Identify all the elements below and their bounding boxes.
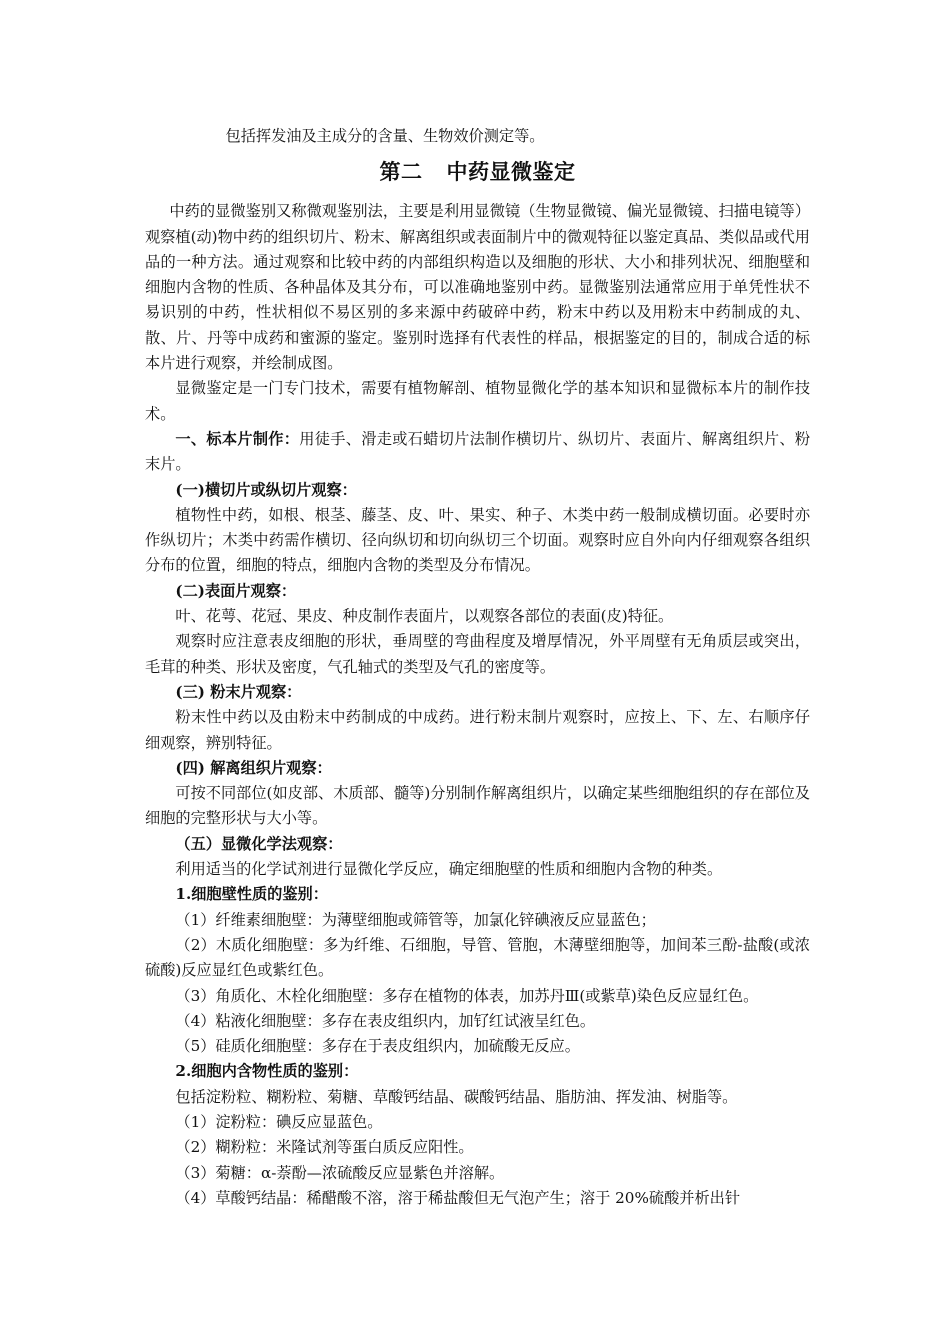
paragraph-definition: 中药的显微鉴别又称微观鉴别法，主要是利用显微镜（生物显微镜、偏光显微镜、扫描电镜等）观察植(动)物中药的组织切片、粉末、解离组织或表面制片中的微观特征以鉴定真品、类似品或代用品的一种方法。通过观察和比较中药的内部组织构造以及细胞的形状、大小和排列状况、细胞壁和细胞内含物的性质、各种晶体及其分布，可以准确地鉴别中药。显微鉴别法通常应用于单凭性状不易识别的中药，性状相似不易区别的多来源中药破碎中药，粉末中药以及用粉末中药制成的丸、散、片、丹等中成药和蜜源的鉴定。鉴别时选择有代表性的样品，根据鉴定的目的，制成合适的标本片进行观察，并绘制成图。 bbox=[145, 202, 810, 373]
list-item-cell-wall-2: （2）木质化细胞壁：多为纤维、石细胞，导管、管胞，木薄壁细胞等，加间苯三酚-盐酸(或浓硫酸)反应显红色或紫红色。 bbox=[145, 935, 810, 980]
intro-tail-paragraph: 包括挥发油及主成分的含量、生物效价测定等。 bbox=[225, 127, 545, 145]
list-item-cell-wall-1: （1）纤维素细胞壁：为薄壁细胞或筛管等，加氯化锌碘液反应显蓝色； bbox=[175, 910, 656, 929]
heading-cross-section: (一)横切片或纵切片观察： bbox=[175, 480, 357, 499]
list-item-cell-wall-3: （3）角质化、木栓化细胞壁：多存在植物的体表，加苏丹Ⅲ(或紫草)染色反应显红色。 bbox=[175, 986, 759, 1005]
list-item-cell-wall-4: （4）粘液化细胞壁：多存在表皮组织内，加钌红试液呈红色。 bbox=[175, 1011, 596, 1030]
paragraph-surface-1: 叶、花萼、花冠、果皮、种皮制作表面片，以观察各部位的表面(皮)特征。 bbox=[175, 607, 674, 626]
heading-cell-contents: 2.细胞内含物性质的鉴别： bbox=[175, 1062, 359, 1081]
slide-making-body: 用徒手、滑走或石蜡切片法制作横切片、纵切片、表面片、解离组织片、粉末片。 bbox=[145, 429, 811, 474]
paragraph-technique: 显微鉴定是一门专门技术，需要有植物解剖、植物显微化学的基本知识和显微标本片的制作技术。 bbox=[145, 379, 810, 423]
heading-microchemistry: （五）显微化学法观察： bbox=[175, 834, 343, 853]
paragraph-dissociated-tissue: 可按不同部位(如皮部、木质部、髓等)分别制作解离组织片，以确定某些细胞组织的存在部位及细胞的完整形状与大小等。 bbox=[145, 784, 810, 828]
paragraph-cell-contents: 包括淀粉粒、糊粉粒、菊糖、草酸钙结晶、碳酸钙结晶、脂肪油、挥发油、树脂等。 bbox=[175, 1087, 738, 1106]
list-item-contents-4: （4）草酸钙结晶：稀醋酸不溶，溶于稀盐酸但无气泡产生；溶于 20%硫酸并析出针 bbox=[175, 1188, 741, 1207]
section-title-text: 中药显微鉴定 bbox=[446, 159, 576, 185]
section-title-number: 第二 bbox=[379, 159, 423, 185]
slide-making-heading: 一、标本片制作： bbox=[175, 429, 300, 448]
heading-dissociated-tissue: (四) 解离组织片观察： bbox=[175, 758, 332, 777]
paragraph-surface-2: 观察时应注意表皮细胞的形状，垂周壁的弯曲程度及增厚情况，外平周壁有无角质层或突出，毛茸的种类、形状及密度，气孔轴式的类型及气孔的密度等。 bbox=[145, 632, 810, 676]
list-item-contents-1: （1）淀粉粒：碘反应显蓝色。 bbox=[175, 1112, 383, 1131]
heading-surface-slide: (二)表面片观察： bbox=[175, 581, 297, 600]
heading-powder-slide: (三) 粉末片观察： bbox=[175, 682, 302, 701]
list-item-contents-3: （3）菊糖：α-萘酚—浓硫酸反应显紫色并溶解。 bbox=[175, 1163, 505, 1182]
paragraph-cross-section: 植物性中药，如根、根茎、藤茎、皮、叶、果实、种子、木类中药一般制成横切面。必要时亦作纵切片；木类中药需作横切、径向纵切和切向纵切三个切面。观察时应自外向内仔细观察各组织分布的位置，细胞的特点，细胞内含物的类型及分布情况。 bbox=[145, 505, 810, 575]
document-body bbox=[145, 124, 810, 1211]
heading-cell-wall: 1.细胞壁性质的鉴别： bbox=[175, 885, 328, 904]
section-slide-making bbox=[145, 427, 810, 478]
section-title bbox=[145, 159, 810, 185]
paragraph-powder: 粉末性中药以及由粉末中药制成的中成药。进行粉末制片观察时，应按上、下、左、右顺序仔细观察，辨别特征。 bbox=[145, 708, 810, 752]
list-item-cell-wall-5: （5）硅质化细胞壁：多存在于表皮组织内，加硫酸无反应。 bbox=[175, 1037, 580, 1056]
paragraph-microchemistry: 利用适当的化学试剂进行显微化学反应，确定细胞壁的性质和细胞内含物的种类。 bbox=[175, 860, 723, 879]
list-item-contents-2: （2）糊粉粒：米隆试剂等蛋白质反应阳性。 bbox=[175, 1138, 474, 1157]
